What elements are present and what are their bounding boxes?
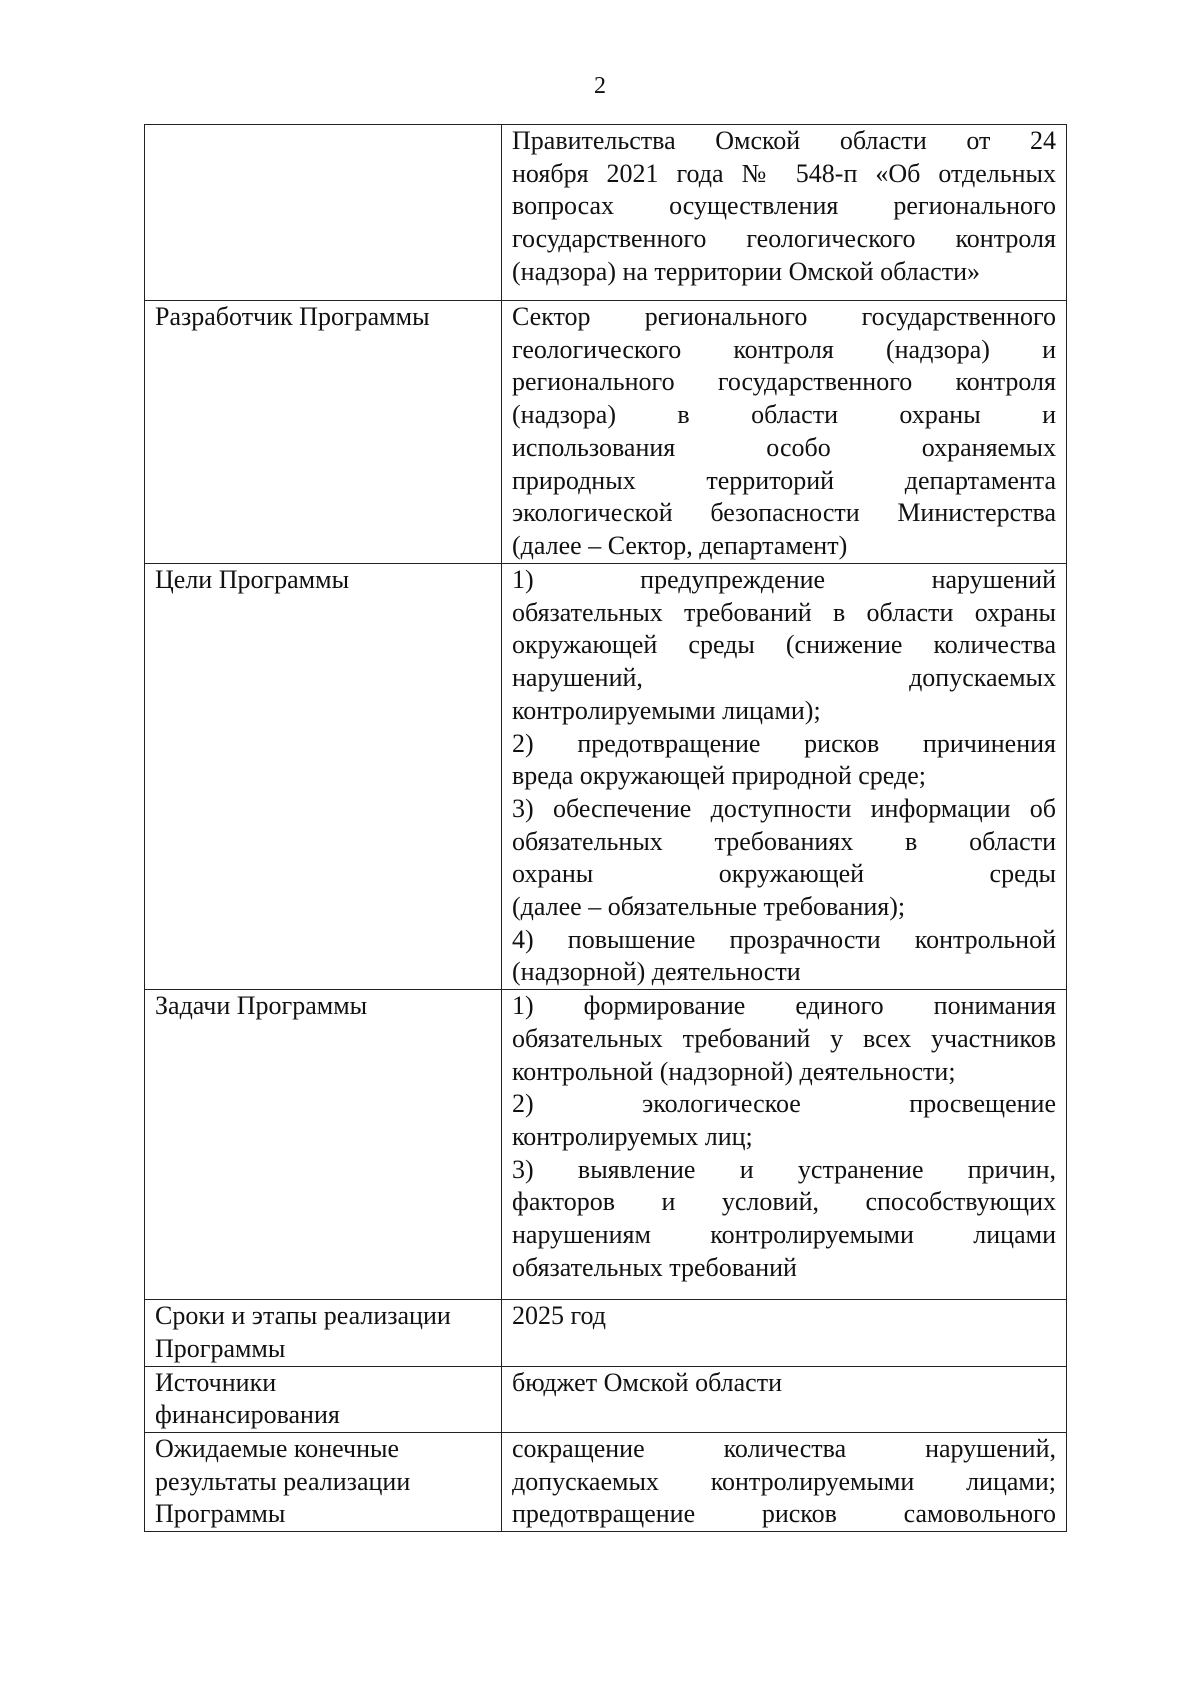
row-value xyxy=(502,1366,1067,1432)
row-value xyxy=(502,301,1067,564)
value-line: обязательных требований у всех участников xyxy=(512,1023,1056,1053)
row-value xyxy=(502,1432,1067,1531)
value-line: предотвращение рисков самовольного xyxy=(512,1499,1056,1529)
value-line: 4) повышение прозрачности контрольной xyxy=(512,924,1056,954)
row-label xyxy=(145,1432,502,1531)
value-line: 3) выявление и устранение причин, xyxy=(512,1154,1056,1184)
table-row xyxy=(145,301,1067,564)
value-line: (далее – Сектор, департамент) xyxy=(512,530,848,560)
table-row xyxy=(145,1432,1067,1531)
row-value xyxy=(502,990,1067,1300)
row-label xyxy=(145,125,502,301)
row-value xyxy=(502,564,1067,990)
label-line: результаты реализации xyxy=(155,1466,411,1496)
value-line: (далее – обязательные требования); xyxy=(512,892,906,922)
value-line: ноября 2021 года № 548-п «Об отдельных xyxy=(512,158,1056,188)
row-value xyxy=(502,1300,1067,1366)
value-line: использования особо охраняемых xyxy=(512,432,1056,462)
value-line: (надзорной) деятельности xyxy=(512,957,801,987)
row-label xyxy=(145,1300,502,1366)
value-line: обязательных требований в области охраны xyxy=(512,597,1056,627)
value-line: сокращение количества нарушений, xyxy=(512,1433,1056,1463)
value-line: 3) обеспечение доступности информации об xyxy=(512,793,1056,823)
table-row xyxy=(145,1366,1067,1432)
value-line: бюджет Омской области xyxy=(512,1367,782,1397)
row-label: Цели Программы xyxy=(145,564,502,990)
label-line: Программы xyxy=(155,1333,286,1363)
value-line: нарушениям контролируемыми лицами xyxy=(512,1220,1056,1250)
value-line: 2) экологическое просвещение xyxy=(512,1089,1056,1119)
value-line: 2) предотвращение рисков причинения xyxy=(512,728,1056,758)
value-line: нарушений, допускаемых xyxy=(512,663,1056,693)
row-value xyxy=(502,125,1067,301)
value-line: контролируемых лиц; xyxy=(512,1121,753,1151)
table-row xyxy=(145,990,1067,1300)
label-line: Программы xyxy=(155,1499,286,1529)
value-line: экологической безопасности Министерства xyxy=(512,498,1056,528)
value-line: 1) предупреждение нарушений xyxy=(512,565,1056,594)
value-line: допускаемых контролируемыми лицами; xyxy=(512,1466,1056,1496)
value-line: окружающей среды (снижение количества xyxy=(512,630,1056,660)
value-line: обязательных требованиях в области xyxy=(512,826,1056,856)
row-label: Задачи Программы xyxy=(145,990,502,1300)
value-line: вопросах осуществления регионального xyxy=(512,191,1056,221)
value-line: вреда окружающей природной среде; xyxy=(512,761,926,791)
value-line: обязательных требований xyxy=(512,1252,797,1282)
label-line: Сроки и этапы реализации xyxy=(155,1301,451,1331)
page-number: 2 xyxy=(594,73,606,99)
value-line: контролируемыми лицами); xyxy=(512,695,821,725)
value-line: геологического контроля (надзора) и xyxy=(512,334,1056,364)
value-line: (надзора) на территории Омской области» xyxy=(512,256,980,286)
label-line: Ожидаемые конечные xyxy=(155,1433,400,1463)
value-line: охраны окружающей среды xyxy=(512,859,1056,889)
program-passport-table xyxy=(144,124,1067,1532)
row-label: Разработчик Программы xyxy=(145,301,502,564)
row-label xyxy=(145,1366,502,1432)
label-line: Источники xyxy=(155,1367,277,1397)
table-row xyxy=(145,564,1067,990)
label-line: финансирования xyxy=(155,1400,340,1430)
value-line: Сектор регионального государственного xyxy=(512,302,1056,331)
value-line: 1) формирование единого понимания xyxy=(512,991,1056,1021)
value-line: факторов и условий, способствующих xyxy=(512,1187,1056,1217)
value-line: контрольной (надзорной) деятельности; xyxy=(512,1056,956,1086)
table-row xyxy=(145,125,1067,301)
value-line: (надзора) в области охраны и xyxy=(512,400,1056,430)
value-line: 2025 год xyxy=(512,1301,606,1331)
table-row xyxy=(145,1300,1067,1366)
value-line: государственного геологического контроля xyxy=(512,224,1056,254)
value-line: регионального государственного контроля xyxy=(512,367,1056,397)
value-line: природных территорий департамента xyxy=(512,465,1056,495)
value-line: Правительства Омской области от 24 xyxy=(512,126,1056,155)
